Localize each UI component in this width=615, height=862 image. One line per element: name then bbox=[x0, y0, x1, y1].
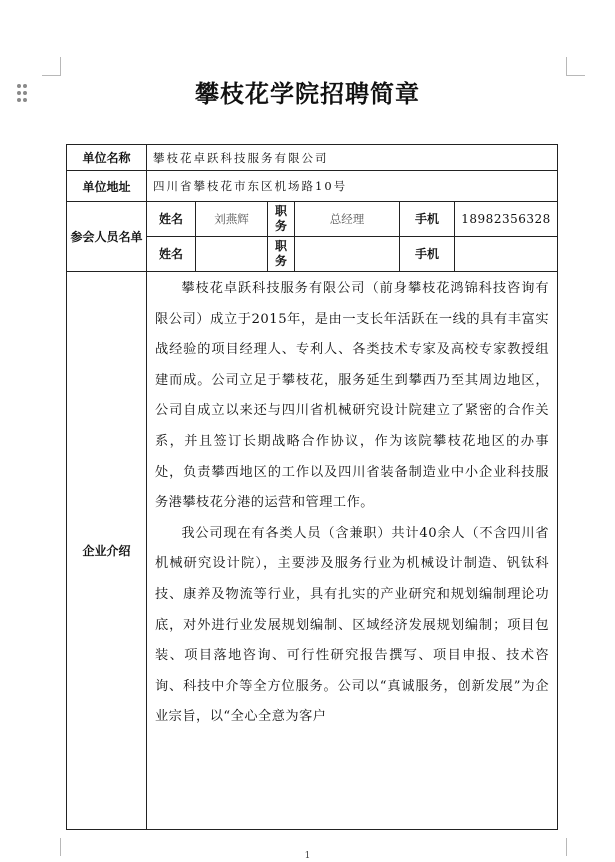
unit-address-label: 单位地址 bbox=[67, 171, 147, 202]
intro-content[interactable] bbox=[147, 272, 558, 830]
name-label: 姓名 bbox=[147, 202, 196, 237]
document-title: 攀枝花学院招聘简章 bbox=[195, 79, 420, 108]
unit-name-label: 单位名称 bbox=[67, 145, 147, 171]
intro-row bbox=[67, 272, 558, 830]
intro-label: 企业介绍 bbox=[67, 272, 147, 830]
attendee-position[interactable] bbox=[295, 237, 400, 272]
unit-address-row bbox=[67, 171, 558, 202]
attendee-name[interactable]: 刘燕辉 bbox=[196, 202, 268, 237]
position-label: 职务 bbox=[268, 202, 295, 237]
unit-address-value[interactable]: 四川省攀枝花市东区机场路10号 bbox=[147, 171, 558, 202]
attendee-position[interactable]: 总经理 bbox=[295, 202, 400, 237]
attendees-label: 参会人员名单 bbox=[67, 202, 147, 272]
attendee-row bbox=[67, 202, 558, 237]
unit-name-row bbox=[67, 145, 558, 171]
intro-paragraph: 攀枝花卓跃科技服务有限公司（前身攀枝花鸿锦科技咨询有限公司）成立于2015年，是由一支长年活跃在一线的具有丰富实战经验的项目经理人、专利人、各类技术专家及高校专家教授组建而成。公司立足于攀枝花，服务延生到攀西乃至其周边地区，公司自成立以来还与四川省机械研究设计院建立了紧密的合作关系，并且签订长期战略合作协议，作为该院攀枝花地区的办事处，负责攀西地区的工作以及四川省装备制造业中小企业科技服务港攀枝花分港的运营和管理工作。 bbox=[155, 281, 550, 511]
attendee-phone[interactable]: 18982356328 bbox=[455, 202, 558, 237]
position-label: 职务 bbox=[268, 237, 295, 272]
phone-label: 手机 bbox=[400, 202, 455, 237]
attendee-name[interactable] bbox=[196, 237, 268, 272]
page-number: 1 bbox=[304, 851, 311, 861]
phone-label: 手机 bbox=[400, 237, 455, 272]
name-label: 姓名 bbox=[147, 237, 196, 272]
intro-paragraph: 我公司现在有各类人员（含兼职）共计40余人（不含四川省机械研究设计院），主要涉及服务行业为机械设计制造、钒钛科技、康养及物流等行业，具有扎实的产业研究和规划编制理论功底，对外进行业发展规划编制、区域经济发展规划编制；项目包装、项目落地咨询、可行性研究报告撰写、项目申报、技术咨询、科技中介等全方位服务。公司以“真诚服务，创新发展”为企业宗旨，以“全心全意为客户 bbox=[155, 525, 550, 725]
unit-name-value[interactable]: 攀枝花卓跃科技服务有限公司 bbox=[147, 145, 558, 171]
recruitment-form-table bbox=[66, 144, 558, 830]
attendee-phone[interactable] bbox=[455, 237, 558, 272]
